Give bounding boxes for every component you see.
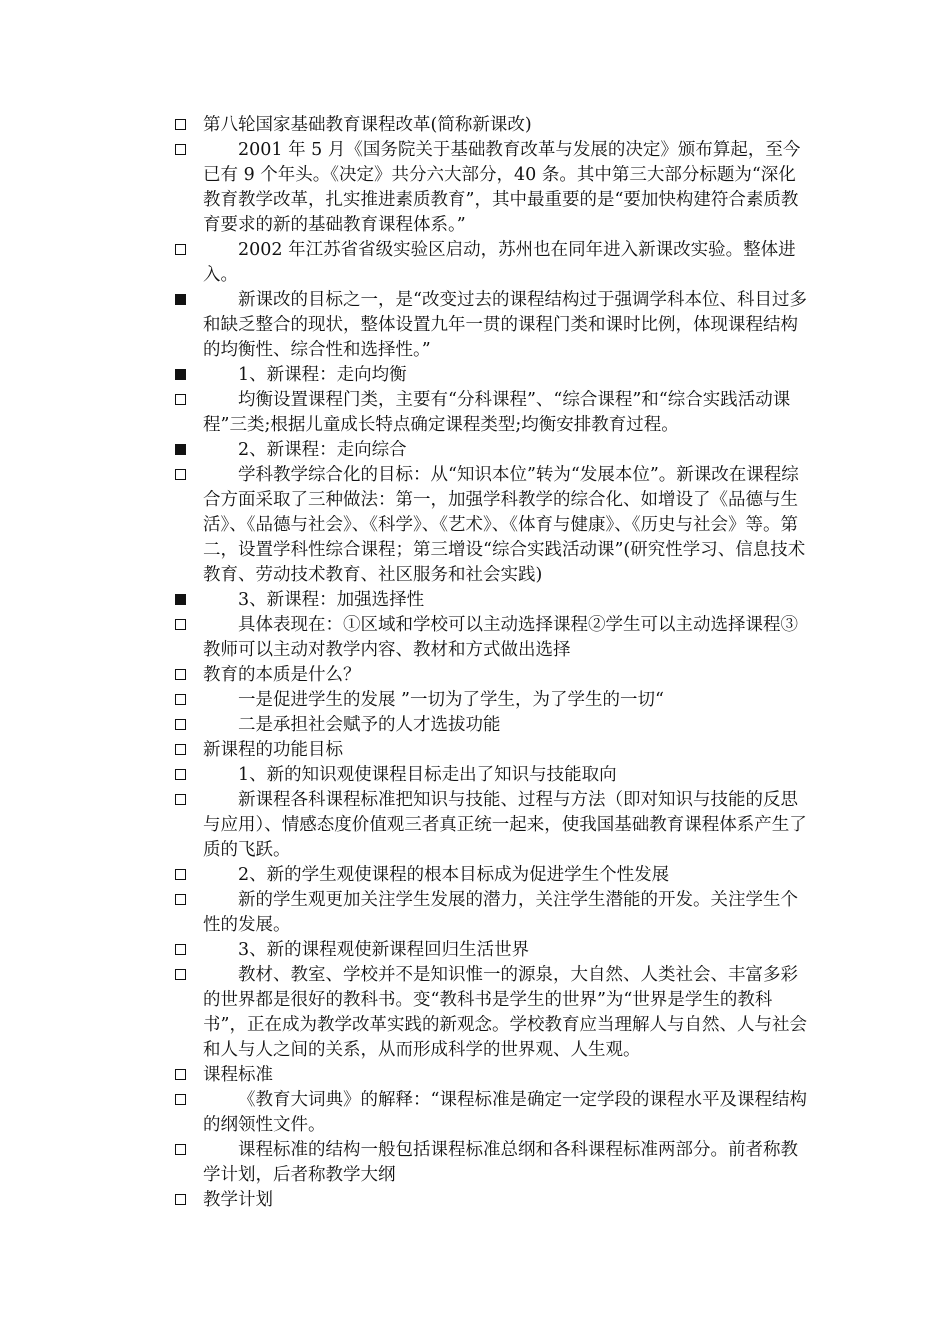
hollow-square-bullet-icon: [175, 719, 186, 730]
list-item-text: 一是促进学生的发展 ”一切为了学生，为了学生的一切“: [238, 690, 664, 710]
hollow-square-bullet-icon: [175, 669, 186, 680]
list-item: [172, 613, 812, 663]
hollow-square-bullet-icon: [175, 144, 186, 155]
list-item: [172, 138, 812, 238]
list-item: [172, 113, 812, 138]
list-item-text: 教学计划: [203, 1190, 273, 1210]
filled-square-bullet-icon: [175, 594, 186, 605]
list-item-text: 《教育大词典》的解释：“课程标准是确定一定学段的课程水平及课程结构的纲领性文件。: [203, 1090, 807, 1135]
list-item: [172, 1188, 812, 1213]
list-item: [172, 363, 812, 388]
list-item-text: 课程标准: [203, 1065, 273, 1085]
hollow-square-bullet-icon: [175, 619, 186, 630]
hollow-square-bullet-icon: [175, 1094, 186, 1105]
list-item-text: 2001 年 5 月《国务院关于基础教育改革与发展的决定》颁布算起，至今已有 9 个年头。《决定》共分六大部分，40 条。其中第三大部分标题为“深化教育教学改革，扎实推进素质教育”，其中最重要的是“要加快构建符合素质教育要求的新的基础教育课程体系。”: [203, 140, 801, 235]
list-item-text: 第八轮国家基础教育课程改革(简称新课改): [203, 115, 532, 135]
hollow-square-bullet-icon: [175, 1069, 186, 1080]
list-item-text: 学科教学综合化的目标：从“知识本位”转为“发展本位”。新课改在课程综合方面采取了三种做法：第一，加强学科教学的综合化、如增设了《品德与生活》、《品德与社会》、《科学》、《艺术》、《体育与健康》、《历史与社会》等。第二，设置学科性综合课程；第三增设“综合实践活动课”(研究性学习、信息技术教育、劳动技术教育、社区服务和社会实践): [203, 465, 806, 585]
list-item-text: 新课程各科课程标准把知识与技能、过程与方法（即对知识与技能的反思与应用）、情感态度价值观三者真正统一起来，使我国基础教育课程体系产生了质的飞跃。: [203, 790, 807, 860]
filled-square-bullet-icon: [175, 294, 186, 305]
list-item: [172, 763, 812, 788]
hollow-square-bullet-icon: [175, 694, 186, 705]
hollow-square-bullet-icon: [175, 769, 186, 780]
list-item: [172, 938, 812, 963]
hollow-square-bullet-icon: [175, 969, 186, 980]
list-item: [172, 1088, 812, 1138]
list-item: [172, 663, 812, 688]
list-item: [172, 888, 812, 938]
list-item: [172, 1138, 812, 1188]
list-item: [172, 863, 812, 888]
list-item: [172, 588, 812, 613]
list-item-text: 课程标准的结构一般包括课程标准总纲和各科课程标准两部分。前者称教学计划，后者称教学大纲: [203, 1140, 798, 1185]
list-item: [172, 788, 812, 863]
list-item-text: 新的学生观更加关注学生发展的潜力，关注学生潜能的开发。关注学生个性的发展。: [203, 890, 798, 935]
list-item: [172, 1063, 812, 1088]
list-item: [172, 738, 812, 763]
hollow-square-bullet-icon: [175, 1194, 186, 1205]
list-item-text: 2、新的学生观使课程的根本目标成为促进学生个性发展: [238, 865, 670, 885]
hollow-square-bullet-icon: [175, 869, 186, 880]
hollow-square-bullet-icon: [175, 119, 186, 130]
list-item-text: 3、新课程：加强选择性: [238, 590, 425, 610]
list-item: [172, 388, 812, 438]
list-item: [172, 963, 812, 1063]
hollow-square-bullet-icon: [175, 1144, 186, 1155]
list-item: [172, 438, 812, 463]
filled-square-bullet-icon: [175, 369, 186, 380]
hollow-square-bullet-icon: [175, 894, 186, 905]
hollow-square-bullet-icon: [175, 944, 186, 955]
list-item-text: 1、新的知识观使课程目标走出了知识与技能取向: [238, 765, 617, 785]
hollow-square-bullet-icon: [175, 794, 186, 805]
list-item-text: 均衡设置课程门类，主要有“分科课程”、“综合课程”和“综合实践活动课程”三类;根据儿童成长特点确定课程类型;均衡安排教育过程。: [203, 390, 791, 435]
list-item: [172, 238, 812, 288]
list-item-text: 教育的本质是什么？: [203, 665, 361, 685]
hollow-square-bullet-icon: [175, 394, 186, 405]
list-item-text: 具体表现在：①区域和学校可以主动选择课程②学生可以主动选择课程③教师可以主动对教学内容、教材和方式做出选择: [203, 615, 798, 660]
filled-square-bullet-icon: [175, 444, 186, 455]
list-item: [172, 288, 812, 363]
list-item-text: 教材、教室、学校并不是知识惟一的源泉，大自然、人类社会、丰富多彩的世界都是很好的教科书。变“教科书是学生的世界”为“世界是学生的教科书”，正在成为教学改革实践的新观念。学校教育应当理解人与自然、人与社会和人与人之间的关系，从而形成科学的世界观、人生观。: [203, 965, 807, 1060]
list-item-text: 2002 年江苏省省级实验区启动，苏州也在同年进入新课改实验。整体进入。: [203, 240, 796, 285]
list-item-text: 二是承担社会赋予的人才选拔功能: [238, 715, 501, 735]
list-item-text: 新课程的功能目标: [203, 740, 343, 760]
list-item: [172, 713, 812, 738]
document-content: [172, 113, 812, 1213]
hollow-square-bullet-icon: [175, 744, 186, 755]
list-item-text: 1、新课程：走向均衡: [238, 365, 407, 385]
list-item: [172, 688, 812, 713]
hollow-square-bullet-icon: [175, 469, 186, 480]
list-item-text: 新课改的目标之一，是“改变过去的课程结构过于强调学科本位、科目过多和缺乏整合的现状，整体设置九年一贯的课程门类和课时比例，体现课程结构的均衡性、综合性和选择性。”: [203, 290, 807, 360]
list-item-text: 2、新课程：走向综合: [238, 440, 407, 460]
list-item-text: 3、新的课程观使新课程回归生活世界: [238, 940, 530, 960]
list-item: [172, 463, 812, 588]
hollow-square-bullet-icon: [175, 244, 186, 255]
